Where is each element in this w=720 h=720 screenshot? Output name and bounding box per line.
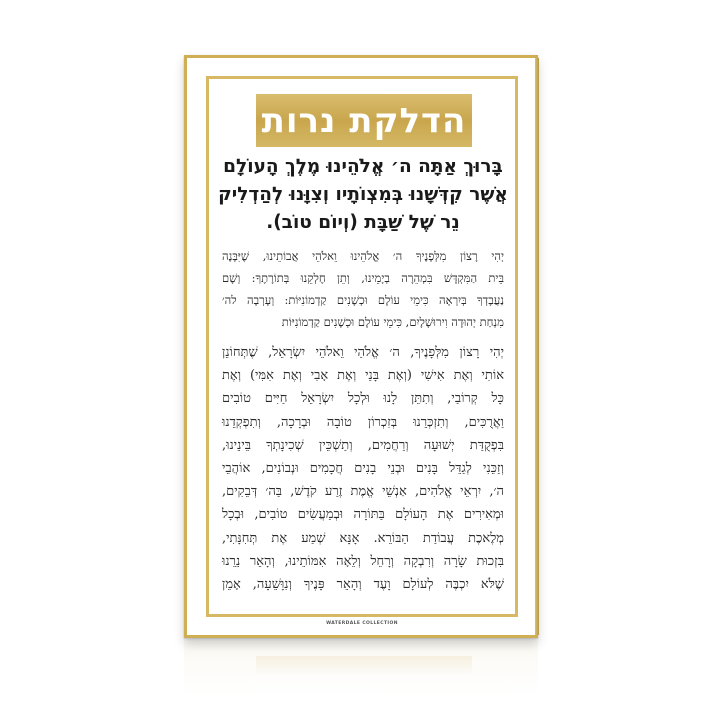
blessing-line: בָּרוּךְ אַתָּה ה׳ אֱלֹהֵינוּ מֶלֶךְ הָעוֹלָם (223, 156, 503, 177)
prayer-line: מִנְחַת יְהוּדָה וִירוּשָׁלָיִם, כִּימֵי עוֹלָם וּכְשָׁנִים קַדְמוֹנִיּוֹת (281, 315, 504, 329)
blessing-line: אֲשֶׁר קִדְּשָׁנוּ בְּמִצְוֹתָיו וְצִוָּנוּ לְהַדְלִיק (218, 184, 508, 205)
prayer-line: בֵּית הַמִּקְדָּשׁ בִּמְהֵרָה בְיָמֵינוּ, וְתֵן חֶלְקֵנוּ בְּתוֹרָתֶךָ: וְשָׁם (222, 271, 504, 285)
blessing-line: נֵר שֶׁל שַׁבָּת (וְיוֹם טוֹב). (266, 212, 460, 233)
card-reflection (184, 640, 538, 720)
prayer-line: וּמְאִירִים אֶת הָעוֹלָם בַּתּוֹרָה וּבְמַעֲשִׂים טוֹבִים, וּבְכָל (222, 507, 504, 523)
prayer-line: וַאֲרֻכִּים, וְתִזְכְּרֵנוּ בְּזִכְרוֹן טוֹבָה וּבְרָכָה, וְתִפְקְדֵנוּ (222, 414, 504, 430)
plaque-edge (535, 58, 539, 635)
prayer-line: שֶׁלֹּא יִכְבֶּה לְעוֹלָם וָעֶד וְהָאֵר פָּנֶיךָ וְנִוָּשֵׁעָה, אָמֵן (222, 577, 504, 593)
prayer-line: יְהִי רָצוֹן מִלְּפָנֶיךָ, ה׳ אֱלֹהַי וֵאלֹהֵי יִשְׂרָאֵל, שֶׁתְּחוֹנֵן (222, 345, 504, 360)
prayer-line: בִּפְקֻדַּת יְשׁוּעָה וְרַחֲמִים, וְתַשְׁכֵּין שְׁכִינָתְךָ בֵּינֵינוּ, (222, 437, 504, 453)
prayer-line: אוֹתִי וְאֶת אִישִׁי (וְאֶת בָּנַי וְאֶת אָבִי וְאֶת אִמִּי) וְאֶת (222, 368, 504, 384)
prayer-line: בִּזְכוּת שָׂרָה וְרִבְקָה וְרָחֵל וְלֵאָה אִמּוֹתֵינוּ, וְהָאֵר נֵרֵנוּ (222, 553, 504, 569)
prayer-line: מְלֶאכֶת עֲבוֹדַת הַבּוֹרֵא. אָנָּא שְׁמַע אֶת תְּחִנָּתִי, (222, 530, 504, 546)
prayer-line: ה׳, יִרְאֵי אֱלֹהִים, אַנְשֵׁי אֱמֶת זֶרַע קֹדֶשׁ, בַּה׳ דְּבֵקִים, (222, 484, 504, 500)
prayer-line: נַעֲבָדְךָ בְּיִרְאָה כִּימֵי עוֹלָם וּכְשָׁנִים קַדְמוֹנִיּוֹת: וְעָרְבָה לה׳ (222, 293, 504, 307)
brand-label: WATERDALE COLLECTION (326, 621, 398, 626)
prayer-line: יְהִי רָצוֹן מִלְּפָנֶיךָ ה׳ אֱלֹהֵינוּ וֵאלֹהֵי אֲבוֹתֵינוּ, שֶׁיִּבָּנֶה (222, 249, 504, 263)
page-title: הדלקת נרות (261, 100, 467, 141)
banner-reflection (256, 656, 472, 676)
title-banner (256, 94, 472, 147)
blessing-text (212, 153, 514, 237)
prayer-line: וְזַכֵּנִי לְגַדֵּל בָּנִים וּבְנֵי בָנִים חֲכָמִים וּנְבוֹנִים, אוֹהֲבֵי (222, 461, 504, 477)
prayer-line: כָּל קְרוֹבַי, וְתִתֵּן לָנוּ וּלְכָל יִשְׂרָאֵל חַיִּים טוֹבִים (222, 391, 504, 407)
prayer-paragraph-1 (222, 245, 504, 333)
prayer-paragraph-2 (222, 341, 504, 596)
